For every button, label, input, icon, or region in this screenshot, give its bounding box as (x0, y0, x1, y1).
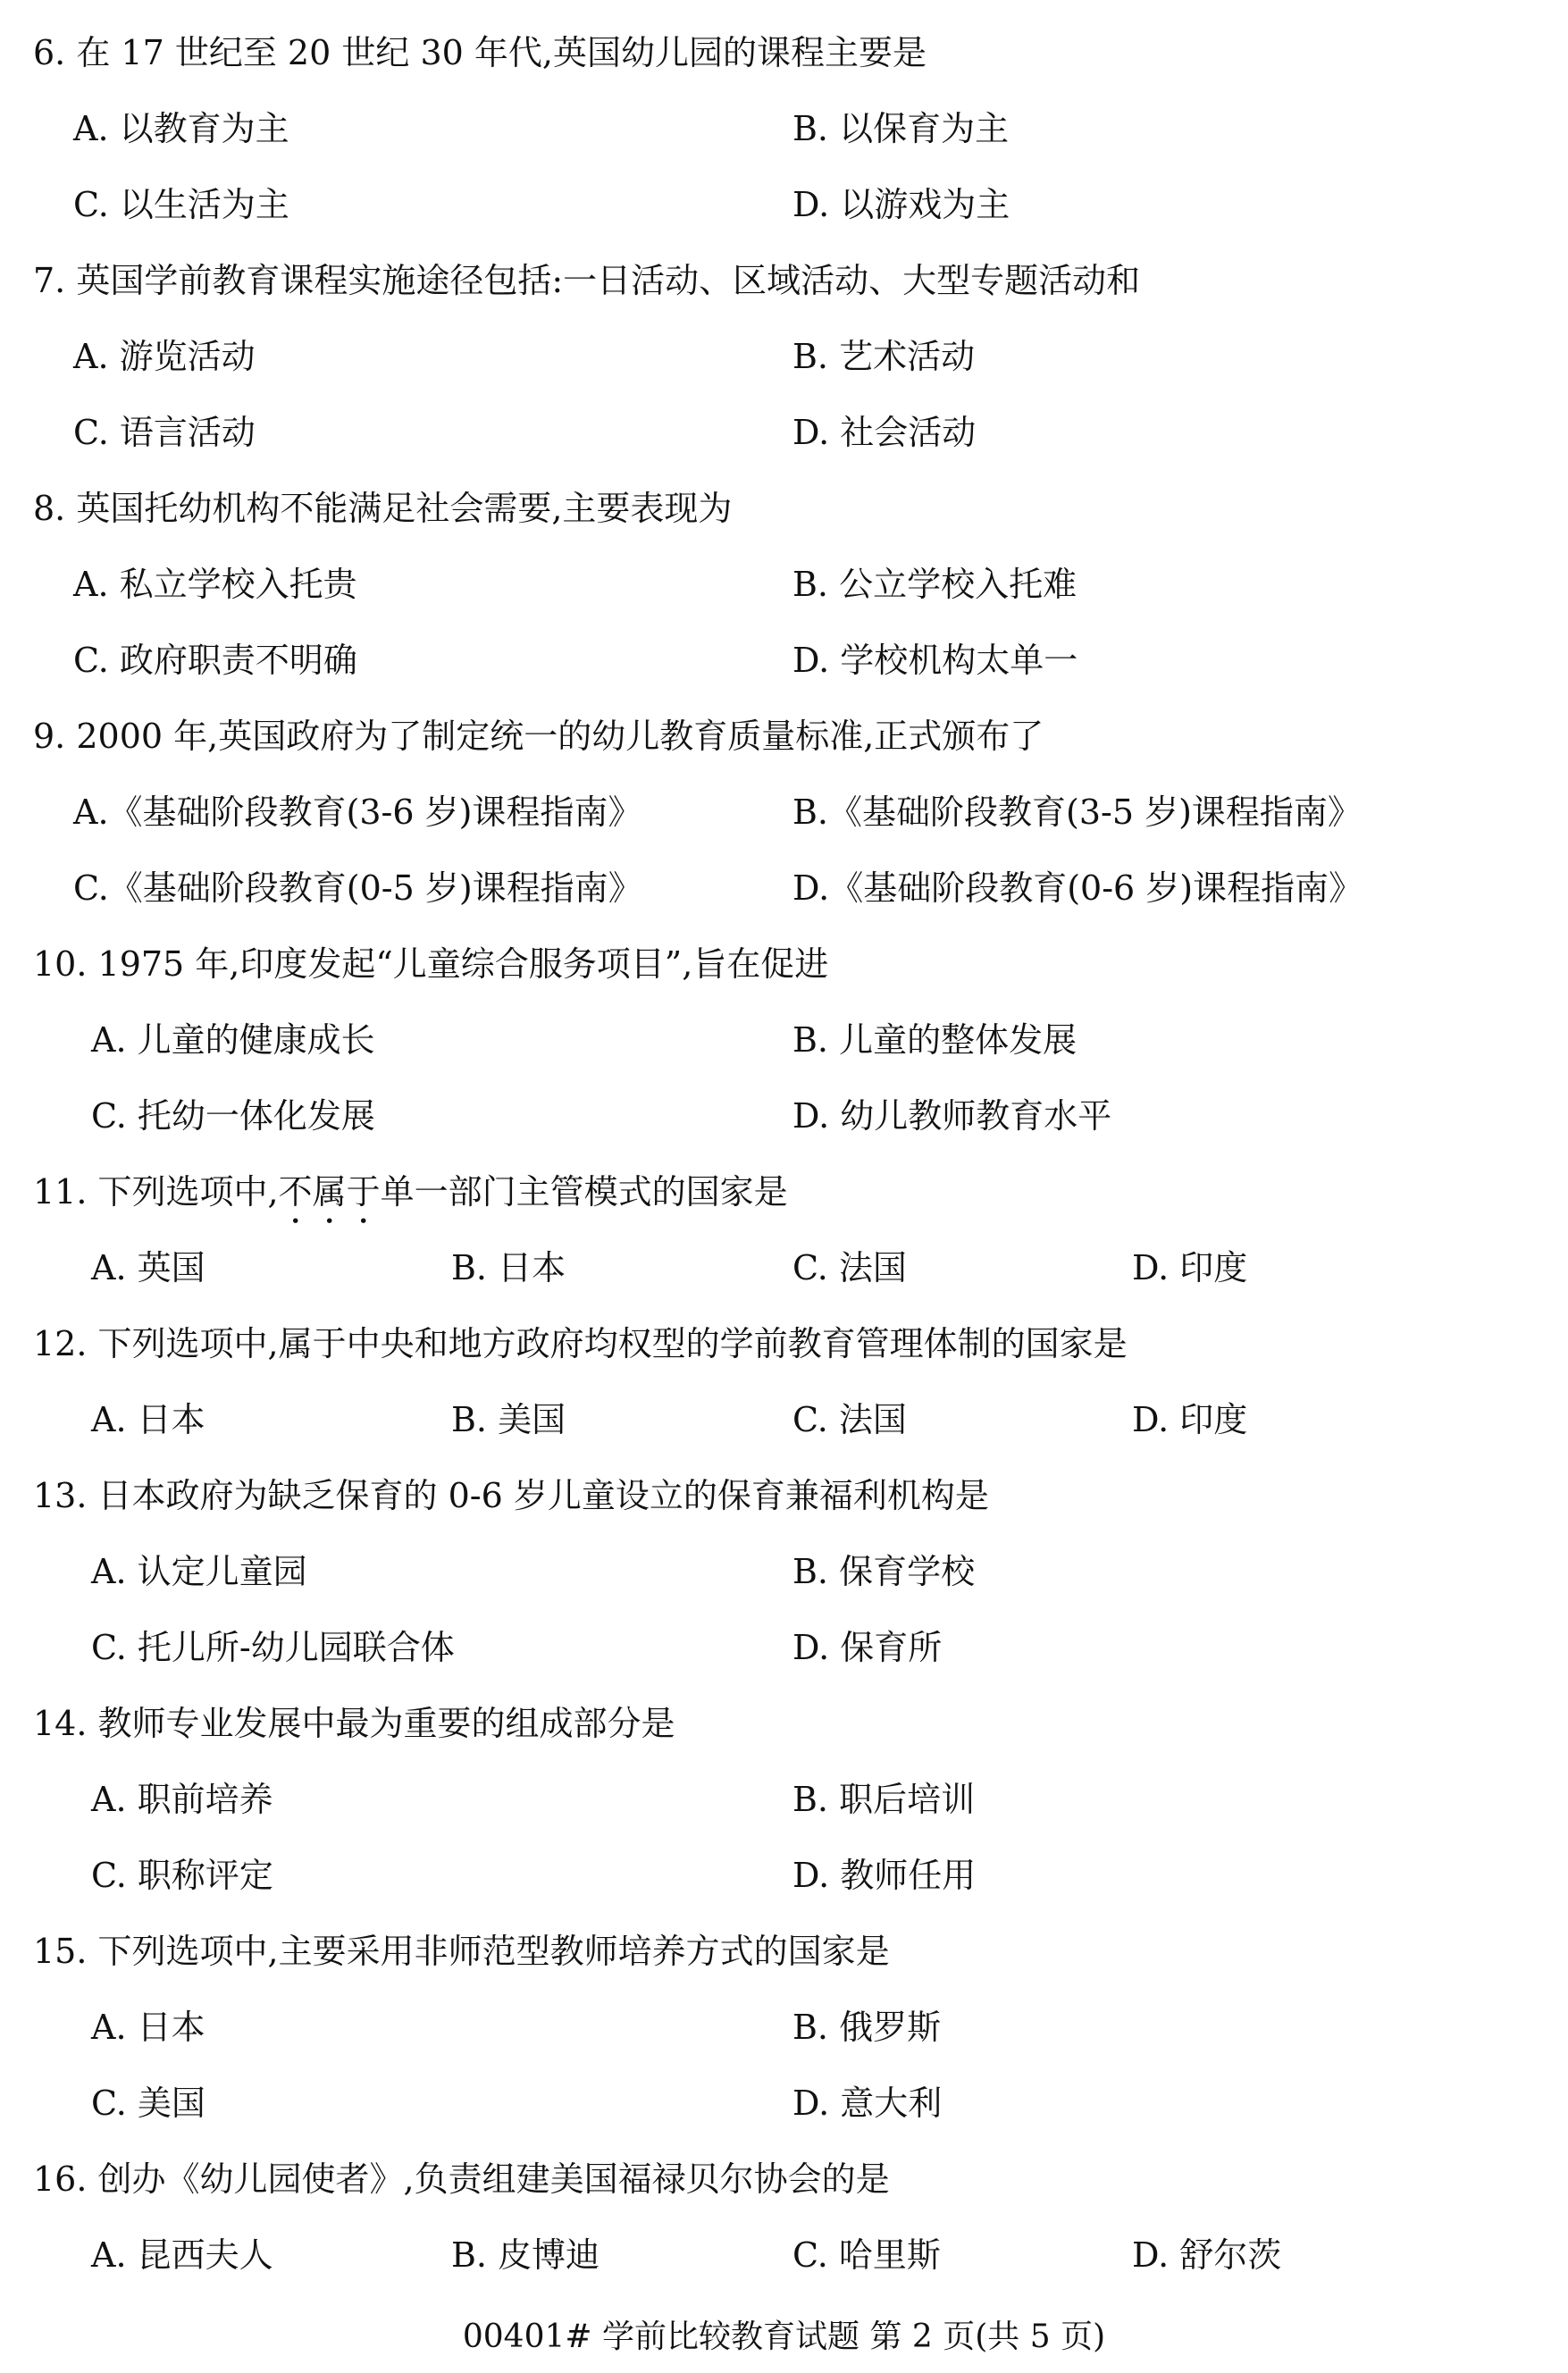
q15-option-d: D. 意大利 (792, 2084, 943, 2123)
q6-option-b: B. 以保育为主 (792, 109, 1010, 148)
q10-option-d: D. 幼儿教师教育水平 (792, 1096, 1112, 1136)
q12-option-a: A. 日本 (91, 1400, 205, 1439)
q6-option-a: A. 以教育为主 (73, 109, 289, 148)
question-12-stem: 12. 下列选项中,属于中央和地方政府均权型的学前教育管理体制的国家是 (33, 1324, 1128, 1363)
q10-option-c: C. 托幼一体化发展 (91, 1096, 375, 1136)
question-11-stem (33, 1172, 788, 1231)
q11-stem-prefix: 11. 下列选项中, (33, 1172, 279, 1212)
q12-option-d: D. 印度 (1132, 1400, 1248, 1439)
q13-option-d: D. 保育所 (792, 1628, 943, 1667)
q7-option-d: D. 社会活动 (792, 413, 977, 452)
q6-option-d: D. 以游戏为主 (792, 185, 1010, 224)
q6-option-c: C. 以生活为主 (73, 185, 289, 224)
q13-option-c: C. 托儿所-幼儿园联合体 (91, 1628, 455, 1667)
q9-option-c: C.《基础阶段教育(0-5 岁)课程指南》 (73, 868, 642, 908)
question-10-stem: 10. 1975 年,印度发起“儿童综合服务项目”,旨在促进 (33, 944, 829, 984)
q8-option-b: B. 公立学校入托难 (792, 565, 1077, 604)
q10-option-a: A. 儿童的健康成长 (91, 1020, 375, 1060)
q9-option-a: A.《基础阶段教育(3-6 岁)课程指南》 (73, 792, 642, 832)
q14-option-a: A. 职前培养 (91, 1780, 273, 1819)
q15-option-b: B. 俄罗斯 (792, 2008, 942, 2047)
q15-option-a: A. 日本 (91, 2008, 205, 2047)
q8-option-d: D. 学校机构太单一 (792, 641, 1078, 680)
q7-option-b: B. 艺术活动 (792, 337, 976, 376)
q11-option-a: A. 英国 (91, 1248, 205, 1287)
q11-stem-emphasis: 不属于 (278, 1172, 381, 1212)
q16-option-d: D. 舒尔茨 (1132, 2235, 1282, 2275)
question-8-stem: 8. 英国托幼机构不能满足社会需要,主要表现为 (33, 489, 733, 528)
q15-option-c: C. 美国 (91, 2084, 205, 2123)
page-footer: 00401# 学前比较教育试题 第 2 页(共 5 页) (462, 2318, 1106, 2355)
q16-option-a: A. 昆西夫人 (91, 2235, 273, 2275)
q10-option-b: B. 儿童的整体发展 (792, 1020, 1077, 1060)
q16-option-c: C. 哈里斯 (792, 2235, 941, 2275)
q8-option-a: A. 私立学校入托贵 (73, 565, 357, 604)
q11-option-b: B. 日本 (451, 1248, 566, 1287)
question-9-stem: 9. 2000 年,英国政府为了制定统一的幼儿教育质量标准,正式颁布了 (33, 717, 1044, 756)
q14-option-d: D. 教师任用 (792, 1856, 977, 1895)
q12-option-b: B. 美国 (451, 1400, 566, 1439)
q14-option-b: B. 职后培训 (792, 1780, 976, 1819)
q9-option-b: B.《基础阶段教育(3-5 岁)课程指南》 (792, 792, 1362, 832)
q16-option-b: B. 皮博迪 (451, 2235, 600, 2275)
q13-option-b: B. 保育学校 (792, 1552, 976, 1591)
question-15-stem: 15. 下列选项中,主要采用非师范型教师培养方式的国家是 (33, 1932, 890, 1971)
q14-option-c: C. 职称评定 (91, 1856, 273, 1895)
question-14-stem: 14. 教师专业发展中最为重要的组成部分是 (33, 1704, 675, 1743)
q12-option-c: C. 法国 (792, 1400, 907, 1439)
question-7-stem: 7. 英国学前教育课程实施途径包括:一日活动、区域活动、大型专题活动和 (33, 261, 1141, 300)
q11-stem-suffix: 单一部门主管模式的国家是 (380, 1172, 788, 1212)
question-13-stem: 13. 日本政府为缺乏保育的 0-6 岁儿童设立的保育兼福利机构是 (33, 1476, 989, 1515)
q11-option-d: D. 印度 (1132, 1248, 1248, 1287)
q9-option-d: D.《基础阶段教育(0-6 岁)课程指南》 (792, 868, 1363, 908)
q11-option-c: C. 法国 (792, 1248, 907, 1287)
question-16-stem: 16. 创办《幼儿园使者》,负责组建美国福禄贝尔协会的是 (33, 2159, 890, 2199)
q8-option-c: C. 政府职责不明确 (73, 641, 357, 680)
q13-option-a: A. 认定儿童园 (91, 1552, 307, 1591)
q7-option-a: A. 游览活动 (73, 337, 256, 376)
q7-option-c: C. 语言活动 (73, 413, 256, 452)
question-6-stem: 6. 在 17 世纪至 20 世纪 30 年代,英国幼儿园的课程主要是 (33, 33, 927, 72)
